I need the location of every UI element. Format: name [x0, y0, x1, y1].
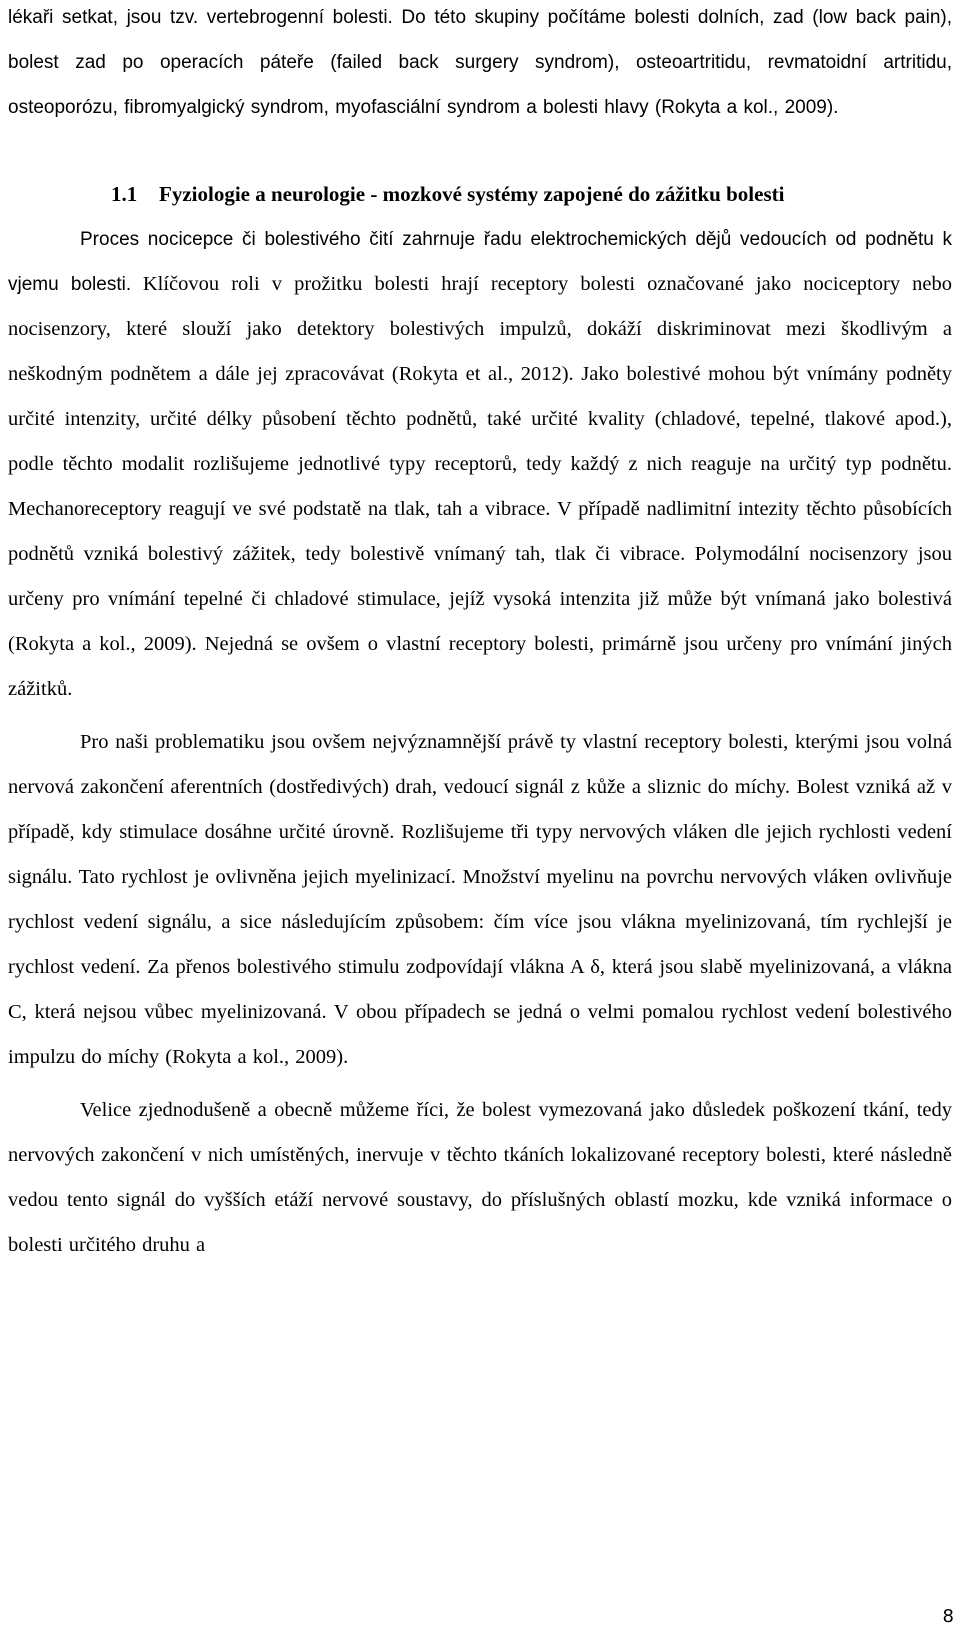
paragraph-nociception-sans-part: Proces nocicepce či bolestivého čití zahrnuje řadu elektrochemických dějů vedoucích od podnětu k vjemu bolesti.	[8, 229, 952, 295]
section-title: Fyziologie a neurologie - mozkové systémy zapojené do zážitku bolesti	[159, 182, 785, 206]
page-number: 8	[942, 1606, 954, 1627]
document-page	[8, 0, 952, 1268]
paragraph-nociception-serif-part: Klíčovou roli v prožitku bolesti hrají receptory bolesti označované jako nociceptory nebo nocisenzory, které slouží jako detektory bolestivých impulzů, dokáží diskriminovat mezi škodlivým a neškodným podnětem a dále jej zpracovávat (Rokyta et al., 2012). Jako bolestivé mohou být vnímány podněty určité intenzity, určité délky působení těchto podnětů, také určité kvality (chladové, tepelné, tlakové apod.), podle těchto modalit rozlišujeme jednotlivé typy receptorů, tedy každý z nich reaguje na určitý typ podnětu. Mechanoreceptory reagují ve své podstatě na tlak, tah a vibrace. V případě nadlimitní intezity těchto působících podnětů vzniká bolestivý zážitek, tedy bolestivě vnímaný tah, tlak či vibrace. Polymodální nocisenzory jsou určeny pro vnímání tepelné či chladové stimulace, jejíž vysoká intenzita již může být vnímaná jako bolestivá (Rokyta a kol., 2009). Nejedná se ovšem o vlastní receptory bolesti, primárně jsou určeny pro vnímání jiných zážitků.	[8, 273, 952, 700]
paragraph-summary: Velice zjednodušeně a obecně můžeme říci, že bolest vymezovaná jako důsledek poškození tkání, tedy nervových zakončení v nich umístěných, inervuje v těchto tkáních lokalizované receptory bolesti, které následně vedou tento signál do vyšších etáží nervové soustavy, do příslušných oblastí mozku, kde vzniká informace o bolesti určitého druhu a	[8, 1099, 952, 1256]
paragraph-pain-receptors: Pro naši problematiku jsou ovšem nejvýznamnější právě ty vlastní receptory bolesti, kterými jsou volná nervová zakončení aferentních (dostředivých) drah, vedoucí signál z kůže a sliznic do míchy. Bolest vzniká až v případě, kdy stimulace dosáhne určité úrovně. Rozlišujeme tři typy nervových vláken dle jejich rychlosti vedení signálu. Tato rychlost je ovlivněna jejich myelinizací. Množství myelinu na povrchu nervových vláken ovlivňuje rychlost vedení signálu, a sice následujícím způsobem: čím více jsou vlákna myelinizovaná, tím rychlejší je rychlost vedení. Za přenos bolestivého stimulu zodpovídají vlákna A δ, která jsou slabě myelinizovaná, a vlákna C, která nejsou vůbec myelinizovaná. V obou případech se jedná o velmi pomalou rychlost vedení bolestivého impulzu do míchy (Rokyta a kol., 2009).	[8, 731, 952, 1068]
section-number: 1.1	[111, 182, 138, 206]
intro-paragraph: lékaři setkat, jsou tzv. vertebrogenní bolesti. Do této skupiny počítáme bolesti dolních, zad (low back pain), bolest zad po operacích páteře (failed back surgery syndrom), osteoartritidu, revmatoidní artritidu, osteoporózu, fibromyalgický syndrom, myofasciální syndrom a bolesti hlavy (Rokyta a kol., 2009).	[8, 7, 952, 118]
paragraph-nociception	[8, 217, 952, 712]
section-heading	[8, 172, 952, 217]
